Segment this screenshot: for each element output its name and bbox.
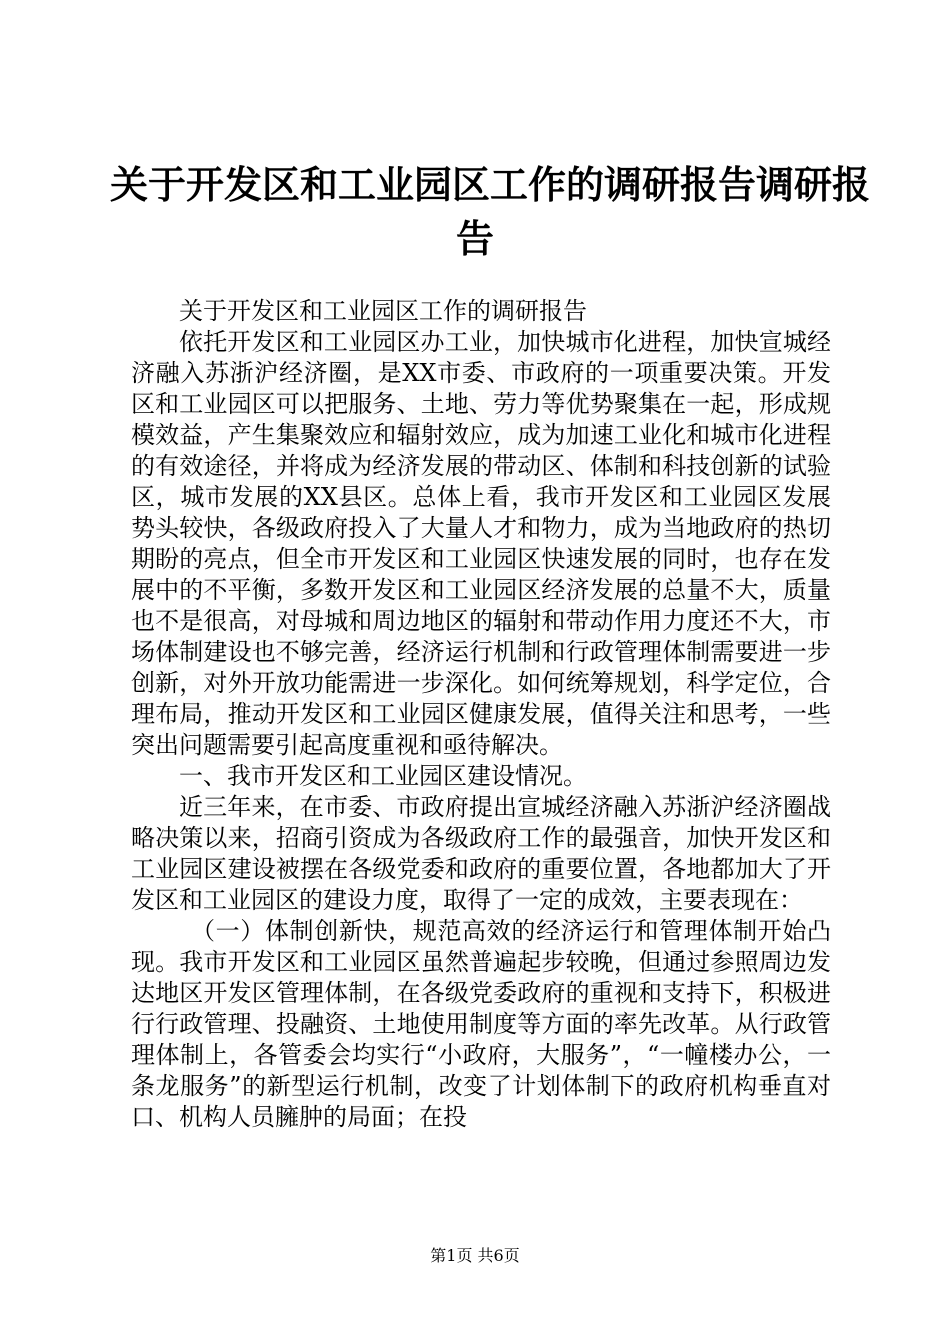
subsection-paragraph: （一）体制创新快，规范高效的经济运行和管理体制开始凸现。我市开发区和工业园区虽然普遍起步较晚，但通过参照周边发达地区开发区管理体制，在各级党委政府的重视和支持下，积极进行行政管理、投融资、土地使用制度等方面的率先改革。从行政管理体制上，各管委会均实行“小政府，大服务”，“一幢楼办公，一条龙服务”的新型运行机制，改变了计划体制下的政府机构垂直对口、机构人员臃肿的局面；在投 — [131, 917, 831, 1131]
page-footer: 第1页 共6页 — [430, 1246, 520, 1265]
document-body — [131, 296, 831, 1133]
section-heading: 一、我市开发区和工业园区建设情况。 — [179, 762, 587, 790]
body-paragraph: 近三年来，在市委、市政府提出宣城经济融入苏浙沪经济圈战略决策以来，招商引资成为各级政府工作的最强音，加快开发区和工业园区建设被摆在各级党委和政府的重要位置，各地都加大了开发区和工业园区的建设力度，取得了一定的成效，主要表现在： — [131, 793, 831, 914]
document-title-line-1: 关于开发区和工业园区工作的调研报告调研报 — [110, 162, 871, 207]
subtitle-paragraph: 关于开发区和工业园区工作的调研报告 — [179, 297, 587, 325]
document-title — [110, 158, 871, 266]
document-title-line-2: 告 — [455, 216, 494, 261]
intro-paragraph: 依托开发区和工业园区办工业，加快城市化进程，加快宣城经济融入苏浙沪经济圈，是XX市委、市政府的一项重要决策。开发区和工业园区可以把服务、土地、劳力等优势聚集在一起，形成规模效益，产生集聚效应和辐射效应，成为加速工业化和城市化进程的有效途径，并将成为经济发展的带动区、体制和科技创新的试验区，城市发展的XX县区。总体上看，我市开发区和工业园区发展势头较快，各级政府投入了大量人才和物力，成为当地政府的热切期盼的亮点，但全市开发区和工业园区快速发展的同时，也存在发展中的不平衡，多数开发区和工业园区经济发展的总量不大，质量也不是很高，对母城和周边地区的辐射和带动作用力度还不大，市场体制建设也不够完善，经济运行机制和行政管理体制需要进一步创新，对外开放功能需进一步深化。如何统筹规划，科学定位，合理布局，推动开发区和工业园区健康发展，值得关注和思考，一些突出问题需要引起高度重视和亟待解决。 — [131, 328, 831, 759]
